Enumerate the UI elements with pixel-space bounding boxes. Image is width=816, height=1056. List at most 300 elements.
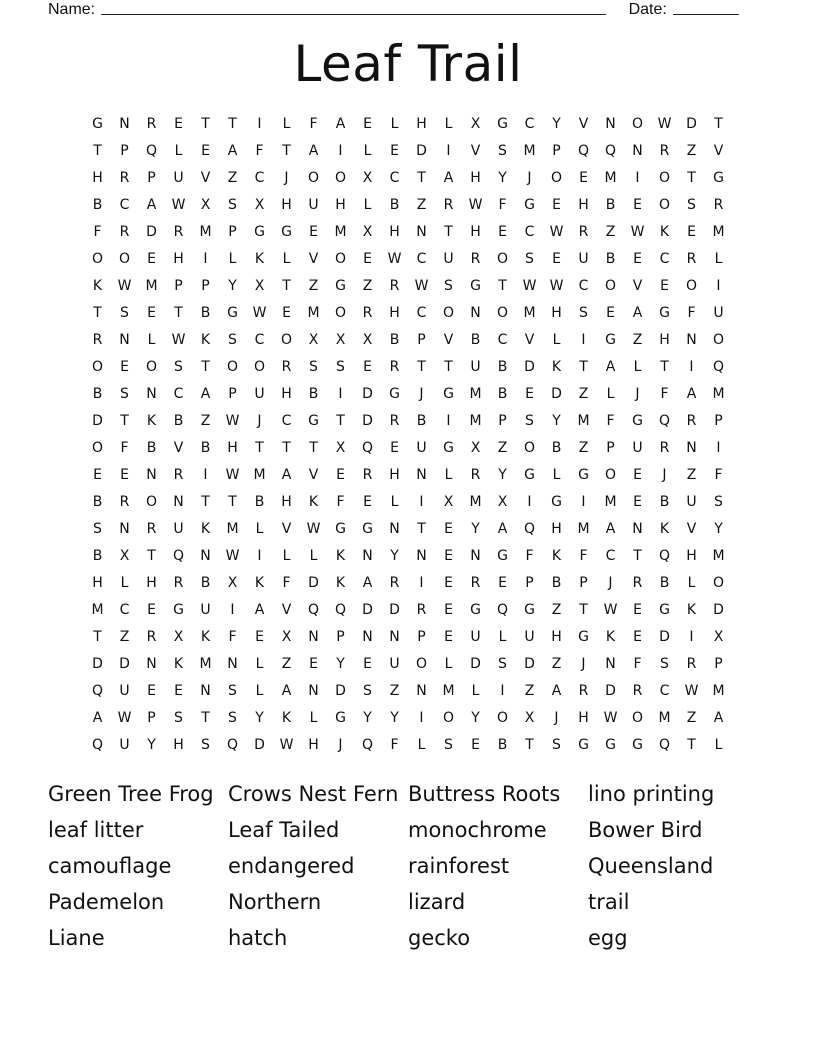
grid-letter[interactable]: P: [174, 278, 183, 294]
grid-letter[interactable]: N: [362, 548, 373, 564]
grid-letter[interactable]: Y: [498, 170, 507, 186]
grid-letter[interactable]: L: [228, 251, 237, 267]
grid-letter[interactable]: F: [687, 305, 696, 321]
grid-letter[interactable]: G: [605, 737, 616, 753]
grid-letter[interactable]: E: [660, 278, 669, 294]
grid-letter[interactable]: V: [308, 251, 319, 267]
grid-letter[interactable]: Y: [714, 521, 723, 537]
grid-letter[interactable]: R: [713, 197, 724, 213]
grid-letter[interactable]: I: [581, 494, 586, 510]
grid-letter[interactable]: T: [417, 359, 426, 375]
grid-letter[interactable]: J: [635, 386, 640, 402]
grid-letter[interactable]: K: [92, 278, 103, 294]
grid-letter[interactable]: D: [119, 656, 130, 672]
grid-letter[interactable]: H: [470, 224, 481, 240]
grid-letter[interactable]: N: [119, 332, 130, 348]
grid-letter[interactable]: T: [93, 629, 102, 645]
grid-letter[interactable]: G: [632, 737, 643, 753]
grid-letter[interactable]: P: [579, 575, 588, 591]
grid-letter[interactable]: F: [714, 467, 723, 483]
grid-letter[interactable]: T: [498, 278, 507, 294]
grid-letter[interactable]: Z: [308, 278, 319, 294]
grid-letter[interactable]: G: [578, 737, 589, 753]
grid-letter[interactable]: N: [362, 629, 373, 645]
grid-letter[interactable]: C: [173, 386, 184, 402]
grid-letter[interactable]: K: [605, 629, 616, 645]
grid-letter[interactable]: X: [254, 278, 265, 294]
grid-letter[interactable]: M: [334, 224, 347, 240]
grid-letter[interactable]: I: [446, 143, 451, 159]
grid-letter[interactable]: M: [199, 224, 212, 240]
grid-letter[interactable]: O: [604, 278, 617, 294]
grid-letter[interactable]: K: [551, 548, 562, 564]
grid-letter[interactable]: E: [471, 737, 480, 753]
grid-letter[interactable]: Q: [523, 521, 536, 537]
grid-letter[interactable]: W: [414, 278, 429, 294]
grid-letter[interactable]: E: [390, 440, 399, 456]
grid-letter[interactable]: U: [173, 170, 184, 186]
grid-letter[interactable]: Q: [172, 548, 185, 564]
grid-letter[interactable]: B: [659, 494, 670, 510]
grid-letter[interactable]: U: [713, 305, 724, 321]
grid-letter[interactable]: E: [120, 359, 129, 375]
grid-letter[interactable]: A: [713, 710, 724, 726]
grid-letter[interactable]: W: [387, 251, 402, 267]
grid-letter[interactable]: A: [551, 683, 562, 699]
grid-letter[interactable]: J: [554, 710, 559, 726]
grid-letter[interactable]: R: [632, 575, 643, 591]
name-blank-line[interactable]: [101, 0, 606, 15]
grid-letter[interactable]: S: [228, 710, 237, 726]
grid-letter[interactable]: T: [525, 737, 534, 753]
grid-letter[interactable]: K: [551, 359, 562, 375]
grid-letter[interactable]: Q: [496, 602, 509, 618]
grid-letter[interactable]: M: [307, 305, 320, 321]
grid-letter[interactable]: L: [174, 143, 183, 159]
grid-letter[interactable]: T: [336, 413, 345, 429]
grid-letter[interactable]: B: [605, 251, 616, 267]
grid-letter[interactable]: T: [282, 278, 291, 294]
grid-letter[interactable]: X: [254, 197, 265, 213]
grid-letter[interactable]: I: [419, 710, 424, 726]
grid-letter[interactable]: M: [523, 143, 536, 159]
grid-letter[interactable]: V: [281, 521, 292, 537]
grid-letter[interactable]: M: [199, 656, 212, 672]
grid-letter[interactable]: S: [201, 737, 210, 753]
grid-letter[interactable]: Y: [228, 278, 237, 294]
grid-letter[interactable]: R: [119, 170, 130, 186]
grid-letter[interactable]: R: [389, 413, 400, 429]
grid-letter[interactable]: U: [524, 629, 535, 645]
grid-letter[interactable]: O: [523, 440, 536, 456]
grid-letter[interactable]: T: [660, 359, 669, 375]
grid-letter[interactable]: F: [606, 413, 615, 429]
grid-letter[interactable]: L: [606, 386, 615, 402]
grid-letter[interactable]: L: [444, 656, 453, 672]
grid-letter[interactable]: T: [201, 116, 210, 132]
grid-letter[interactable]: O: [280, 332, 293, 348]
grid-letter[interactable]: Y: [336, 656, 345, 672]
grid-letter[interactable]: X: [200, 197, 211, 213]
grid-letter[interactable]: Y: [552, 413, 561, 429]
grid-letter[interactable]: C: [578, 278, 589, 294]
grid-letter[interactable]: G: [389, 386, 400, 402]
grid-letter[interactable]: W: [684, 683, 699, 699]
grid-letter[interactable]: L: [687, 575, 696, 591]
grid-letter[interactable]: G: [524, 602, 535, 618]
grid-letter[interactable]: E: [336, 467, 345, 483]
grid-letter[interactable]: F: [336, 494, 345, 510]
grid-letter[interactable]: Q: [226, 737, 239, 753]
grid-letter[interactable]: G: [632, 413, 643, 429]
grid-letter[interactable]: X: [362, 332, 373, 348]
grid-letter[interactable]: L: [498, 629, 507, 645]
grid-letter[interactable]: B: [200, 305, 211, 321]
grid-letter[interactable]: N: [308, 629, 319, 645]
grid-letter[interactable]: Y: [390, 710, 399, 726]
grid-letter[interactable]: C: [416, 251, 427, 267]
grid-letter[interactable]: P: [336, 629, 345, 645]
grid-letter[interactable]: V: [173, 440, 184, 456]
grid-letter[interactable]: A: [497, 521, 508, 537]
grid-letter[interactable]: H: [227, 440, 238, 456]
grid-letter[interactable]: J: [662, 467, 667, 483]
grid-letter[interactable]: T: [93, 305, 102, 321]
grid-letter[interactable]: K: [173, 656, 184, 672]
grid-letter[interactable]: H: [335, 197, 346, 213]
grid-letter[interactable]: N: [119, 116, 130, 132]
grid-letter[interactable]: R: [443, 197, 454, 213]
grid-letter[interactable]: E: [687, 224, 696, 240]
grid-letter[interactable]: J: [338, 737, 343, 753]
grid-letter[interactable]: I: [419, 494, 424, 510]
grid-letter[interactable]: G: [713, 170, 724, 186]
grid-letter[interactable]: T: [444, 359, 453, 375]
grid-letter[interactable]: A: [146, 197, 157, 213]
grid-letter[interactable]: O: [334, 251, 347, 267]
grid-letter[interactable]: V: [443, 332, 454, 348]
grid-letter[interactable]: E: [363, 656, 372, 672]
grid-letter[interactable]: Y: [390, 548, 399, 564]
grid-letter[interactable]: C: [281, 413, 292, 429]
grid-letter[interactable]: I: [338, 386, 343, 402]
grid-letter[interactable]: K: [254, 575, 265, 591]
grid-letter[interactable]: P: [552, 143, 561, 159]
grid-letter[interactable]: B: [92, 386, 103, 402]
grid-letter[interactable]: L: [120, 575, 129, 591]
grid-letter[interactable]: O: [334, 305, 347, 321]
grid-letter[interactable]: X: [281, 629, 292, 645]
grid-letter[interactable]: E: [444, 548, 453, 564]
grid-letter[interactable]: Y: [498, 467, 507, 483]
grid-letter[interactable]: O: [442, 305, 455, 321]
grid-letter[interactable]: G: [497, 116, 508, 132]
grid-letter[interactable]: F: [633, 656, 642, 672]
grid-letter[interactable]: B: [551, 575, 562, 591]
grid-letter[interactable]: H: [173, 737, 184, 753]
grid-letter[interactable]: S: [93, 521, 102, 537]
grid-letter[interactable]: D: [659, 629, 670, 645]
grid-letter[interactable]: C: [659, 683, 670, 699]
grid-letter[interactable]: E: [309, 224, 318, 240]
grid-letter[interactable]: L: [552, 332, 561, 348]
grid-letter[interactable]: K: [200, 521, 211, 537]
grid-letter[interactable]: L: [147, 332, 156, 348]
grid-letter[interactable]: P: [714, 656, 723, 672]
grid-letter[interactable]: G: [578, 629, 589, 645]
grid-letter[interactable]: E: [363, 251, 372, 267]
grid-letter[interactable]: R: [686, 413, 697, 429]
grid-letter[interactable]: C: [254, 170, 265, 186]
grid-letter[interactable]: B: [92, 548, 103, 564]
grid-letter[interactable]: V: [470, 143, 481, 159]
grid-letter[interactable]: N: [200, 548, 211, 564]
grid-letter[interactable]: Q: [577, 143, 590, 159]
grid-letter[interactable]: X: [362, 170, 373, 186]
grid-letter[interactable]: G: [443, 440, 454, 456]
grid-letter[interactable]: B: [92, 494, 103, 510]
grid-letter[interactable]: G: [659, 602, 670, 618]
grid-letter[interactable]: R: [470, 251, 481, 267]
grid-letter[interactable]: E: [255, 629, 264, 645]
grid-letter[interactable]: G: [524, 467, 535, 483]
grid-letter[interactable]: Z: [362, 278, 373, 294]
grid-letter[interactable]: L: [633, 359, 642, 375]
grid-letter[interactable]: E: [147, 602, 156, 618]
grid-letter[interactable]: O: [496, 251, 509, 267]
grid-letter[interactable]: N: [416, 548, 427, 564]
grid-letter[interactable]: T: [201, 710, 210, 726]
grid-letter[interactable]: L: [417, 737, 426, 753]
grid-letter[interactable]: A: [200, 386, 211, 402]
grid-letter[interactable]: T: [282, 440, 291, 456]
grid-letter[interactable]: H: [389, 224, 400, 240]
grid-letter[interactable]: F: [93, 224, 102, 240]
grid-letter[interactable]: F: [660, 386, 669, 402]
grid-letter[interactable]: R: [632, 683, 643, 699]
grid-letter[interactable]: D: [524, 656, 535, 672]
grid-letter[interactable]: Z: [119, 629, 130, 645]
grid-letter[interactable]: K: [686, 602, 697, 618]
grid-letter[interactable]: K: [200, 629, 211, 645]
grid-letter[interactable]: G: [362, 521, 373, 537]
grid-letter[interactable]: W: [225, 467, 240, 483]
grid-letter[interactable]: D: [362, 602, 373, 618]
grid-letter[interactable]: I: [257, 548, 262, 564]
grid-letter[interactable]: G: [443, 386, 454, 402]
grid-letter[interactable]: O: [658, 170, 671, 186]
grid-letter[interactable]: S: [444, 278, 453, 294]
grid-letter[interactable]: T: [228, 494, 237, 510]
grid-letter[interactable]: T: [255, 440, 264, 456]
grid-letter[interactable]: W: [603, 710, 618, 726]
grid-letter[interactable]: M: [658, 710, 671, 726]
grid-letter[interactable]: Q: [361, 440, 374, 456]
grid-letter[interactable]: E: [390, 143, 399, 159]
grid-letter[interactable]: M: [604, 494, 617, 510]
grid-letter[interactable]: G: [551, 494, 562, 510]
grid-letter[interactable]: U: [119, 683, 130, 699]
grid-letter[interactable]: S: [498, 143, 507, 159]
grid-letter[interactable]: L: [444, 116, 453, 132]
grid-letter[interactable]: R: [470, 575, 481, 591]
grid-letter[interactable]: O: [496, 710, 509, 726]
grid-letter[interactable]: C: [605, 548, 616, 564]
grid-letter[interactable]: R: [281, 359, 292, 375]
grid-letter[interactable]: F: [579, 548, 588, 564]
grid-letter[interactable]: E: [444, 575, 453, 591]
grid-letter[interactable]: S: [228, 683, 237, 699]
grid-letter[interactable]: B: [659, 575, 670, 591]
grid-letter[interactable]: S: [174, 359, 183, 375]
grid-letter[interactable]: D: [551, 386, 562, 402]
grid-letter[interactable]: L: [255, 683, 264, 699]
grid-letter[interactable]: N: [416, 467, 427, 483]
grid-letter[interactable]: K: [335, 548, 346, 564]
grid-letter[interactable]: M: [145, 278, 158, 294]
grid-letter[interactable]: D: [362, 386, 373, 402]
grid-letter[interactable]: F: [309, 116, 318, 132]
grid-letter[interactable]: A: [254, 602, 265, 618]
grid-letter[interactable]: T: [687, 170, 696, 186]
grid-letter[interactable]: W: [549, 278, 564, 294]
grid-letter[interactable]: U: [389, 656, 400, 672]
grid-letter[interactable]: Z: [389, 683, 400, 699]
grid-letter[interactable]: A: [281, 683, 292, 699]
grid-letter[interactable]: O: [685, 278, 698, 294]
grid-letter[interactable]: M: [712, 683, 725, 699]
grid-letter[interactable]: H: [389, 467, 400, 483]
grid-letter[interactable]: N: [686, 440, 697, 456]
grid-letter[interactable]: Z: [281, 656, 292, 672]
grid-letter[interactable]: G: [254, 224, 265, 240]
grid-letter[interactable]: R: [659, 440, 670, 456]
grid-letter[interactable]: N: [470, 548, 481, 564]
grid-letter[interactable]: O: [550, 170, 563, 186]
grid-letter[interactable]: L: [363, 143, 372, 159]
grid-letter[interactable]: E: [93, 467, 102, 483]
grid-letter[interactable]: B: [146, 440, 157, 456]
grid-letter[interactable]: N: [632, 521, 643, 537]
grid-letter[interactable]: R: [389, 359, 400, 375]
grid-letter[interactable]: B: [551, 440, 562, 456]
grid-letter[interactable]: R: [686, 251, 697, 267]
grid-letter[interactable]: C: [416, 305, 427, 321]
grid-letter[interactable]: G: [281, 224, 292, 240]
grid-letter[interactable]: S: [660, 656, 669, 672]
grid-letter[interactable]: C: [119, 602, 130, 618]
grid-letter[interactable]: R: [146, 629, 157, 645]
grid-letter[interactable]: X: [497, 494, 508, 510]
grid-letter[interactable]: J: [608, 575, 613, 591]
grid-letter[interactable]: O: [496, 305, 509, 321]
grid-letter[interactable]: N: [605, 656, 616, 672]
grid-letter[interactable]: M: [712, 386, 725, 402]
grid-letter[interactable]: X: [470, 440, 481, 456]
grid-letter[interactable]: S: [552, 737, 561, 753]
grid-letter[interactable]: M: [577, 413, 590, 429]
grid-letter[interactable]: W: [225, 548, 240, 564]
grid-letter[interactable]: C: [497, 332, 508, 348]
grid-letter[interactable]: E: [633, 251, 642, 267]
grid-letter[interactable]: W: [549, 224, 564, 240]
grid-letter[interactable]: E: [633, 494, 642, 510]
grid-letter[interactable]: P: [606, 440, 615, 456]
grid-letter[interactable]: B: [416, 413, 427, 429]
grid-letter[interactable]: L: [390, 494, 399, 510]
grid-letter[interactable]: K: [200, 332, 211, 348]
grid-letter[interactable]: T: [579, 602, 588, 618]
grid-letter[interactable]: H: [281, 494, 292, 510]
grid-letter[interactable]: L: [309, 548, 318, 564]
grid-letter[interactable]: N: [146, 386, 157, 402]
grid-letter[interactable]: O: [307, 170, 320, 186]
grid-letter[interactable]: Z: [686, 467, 697, 483]
grid-letter[interactable]: C: [524, 116, 535, 132]
grid-letter[interactable]: H: [578, 710, 589, 726]
grid-letter[interactable]: R: [659, 143, 670, 159]
grid-letter[interactable]: N: [200, 683, 211, 699]
grid-letter[interactable]: D: [254, 737, 265, 753]
grid-letter[interactable]: K: [308, 494, 319, 510]
grid-letter[interactable]: Z: [551, 656, 562, 672]
grid-letter[interactable]: N: [470, 305, 481, 321]
grid-letter[interactable]: X: [362, 224, 373, 240]
grid-letter[interactable]: E: [282, 305, 291, 321]
grid-letter[interactable]: H: [551, 521, 562, 537]
grid-letter[interactable]: P: [201, 278, 210, 294]
grid-letter[interactable]: D: [686, 116, 697, 132]
grid-letter[interactable]: Z: [524, 683, 535, 699]
grid-letter[interactable]: R: [389, 575, 400, 591]
grid-letter[interactable]: U: [470, 629, 481, 645]
grid-letter[interactable]: Q: [658, 548, 671, 564]
grid-letter[interactable]: U: [119, 737, 130, 753]
grid-letter[interactable]: Q: [91, 683, 104, 699]
grid-letter[interactable]: A: [605, 359, 616, 375]
grid-letter[interactable]: E: [525, 386, 534, 402]
grid-letter[interactable]: U: [470, 359, 481, 375]
grid-letter[interactable]: Z: [605, 224, 616, 240]
grid-letter[interactable]: L: [282, 251, 291, 267]
grid-letter[interactable]: Y: [255, 710, 264, 726]
grid-letter[interactable]: T: [687, 737, 696, 753]
grid-letter[interactable]: R: [362, 305, 373, 321]
grid-letter[interactable]: G: [335, 710, 346, 726]
grid-letter[interactable]: N: [146, 656, 157, 672]
grid-letter[interactable]: Z: [632, 332, 643, 348]
grid-letter[interactable]: H: [281, 386, 292, 402]
grid-letter[interactable]: G: [227, 305, 238, 321]
grid-letter[interactable]: Y: [471, 521, 480, 537]
grid-letter[interactable]: S: [714, 494, 723, 510]
grid-letter[interactable]: H: [551, 305, 562, 321]
grid-letter[interactable]: O: [145, 494, 158, 510]
grid-letter[interactable]: Z: [416, 197, 427, 213]
grid-letter[interactable]: P: [228, 224, 237, 240]
grid-letter[interactable]: J: [284, 170, 289, 186]
grid-letter[interactable]: M: [442, 683, 455, 699]
grid-letter[interactable]: U: [173, 521, 184, 537]
grid-letter[interactable]: W: [117, 278, 132, 294]
grid-letter[interactable]: H: [686, 548, 697, 564]
grid-letter[interactable]: K: [659, 224, 670, 240]
grid-letter[interactable]: T: [228, 116, 237, 132]
grid-letter[interactable]: E: [363, 359, 372, 375]
grid-letter[interactable]: R: [119, 494, 130, 510]
grid-letter[interactable]: Z: [578, 386, 589, 402]
grid-letter[interactable]: E: [444, 521, 453, 537]
